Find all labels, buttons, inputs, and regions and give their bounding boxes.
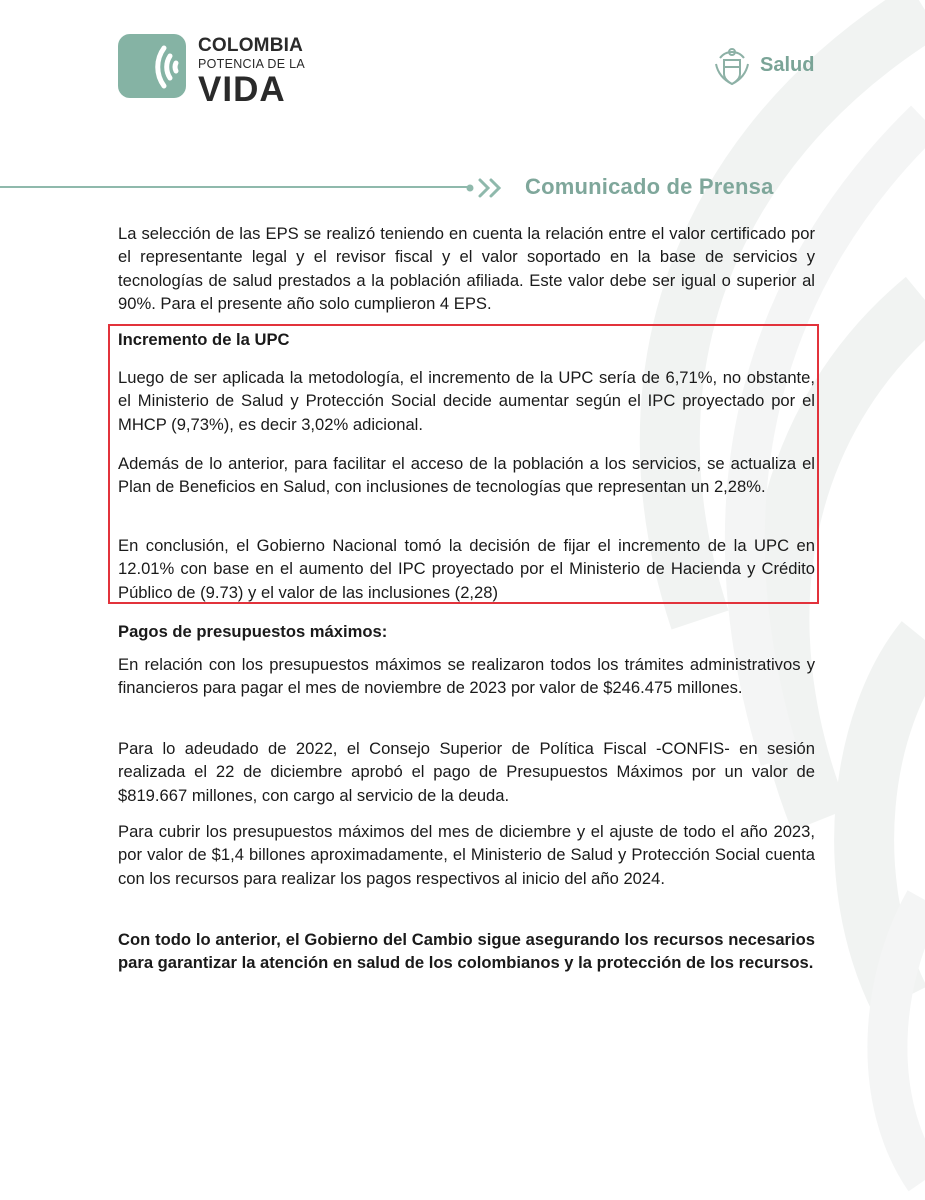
double-chevron-icon [462, 175, 522, 201]
logo-line-potencia: POTENCIA DE LA [198, 57, 306, 71]
logo-line-vida: VIDA [198, 69, 286, 109]
header-divider-line [0, 186, 470, 188]
coat-of-arms-icon [712, 44, 752, 88]
closing-statement: Con todo lo anterior, el Gobierno del Cambio sigue asegurando los recursos necesarios para garantizar la atención en salud de los colombianos y la protección de los recursos. [118, 930, 815, 973]
salud-ministry-logo [712, 44, 822, 88]
pagos-paragraph-3: Para cubrir los presupuestos máximos del mes de diciembre y el ajuste de todo el año 2023, por valor de $1,4 billones aproximadamente, el Ministerio de Salud y Protección Social cuenta con los recursos para realizar los pagos respectivos al inicio del año 2024. [118, 822, 815, 888]
signal-arcs-logo-icon [118, 34, 190, 100]
colombia-potencia-de-la-vida-logo [118, 34, 308, 109]
pagos-paragraph-1: En relación con los presupuestos máximos se realizaron todos los trámites administrativos y financieros para pagar el mes de noviembre de 2023 por valor de $246.475 millones. [118, 655, 815, 698]
upc-heading: Incremento de la UPC [118, 330, 290, 349]
upc-paragraph-1: Luego de ser aplicada la metodología, el incremento de la UPC sería de 6,71%, no obstante, el Ministerio de Salud y Protección Social decide aumentar según el IPC proyectado por el MHCP (9,73%), es decir 3,02% adicional. [118, 368, 815, 434]
salud-label: Salud [760, 54, 815, 76]
pagos-heading: Pagos de presupuestos máximos: [118, 622, 388, 641]
upc-paragraph-3: En conclusión, el Gobierno Nacional tomó la decisión de fijar el incremento de la UPC en 12.01% con base en el aumento del IPC proyectado por el Ministerio de Hacienda y Crédito Público de (9.73) y el valor de las inclusiones (2,28) [118, 536, 815, 602]
page-title: Comunicado de Prensa [525, 174, 774, 199]
pagos-paragraph-2: Para lo adeudado de 2022, el Consejo Superior de Política Fiscal -CONFIS- en sesión realizada el 22 de diciembre aprobó el pago de Presupuestos Máximos por un valor de $819.667 millones, con cargo al servicio de la deuda. [118, 739, 815, 805]
upc-paragraph-2: Además de lo anterior, para facilitar el acceso de la población a los servicios, se actualiza el Plan de Beneficios en Salud, con inclusiones de tecnologías que representan un 2,28%. [118, 454, 815, 497]
intro-paragraph: La selección de las EPS se realizó teniendo en cuenta la relación entre el valor certificado por el representante legal y el revisor fiscal y el valor soportado en la base de servicios y tecnologías de salud prestados a la población afiliada. Este valor debe ser igual o superior al 90%. Para el presente año solo cumplieron 4 EPS. [118, 224, 815, 314]
logo-line-colombia: COLOMBIA [198, 35, 304, 56]
